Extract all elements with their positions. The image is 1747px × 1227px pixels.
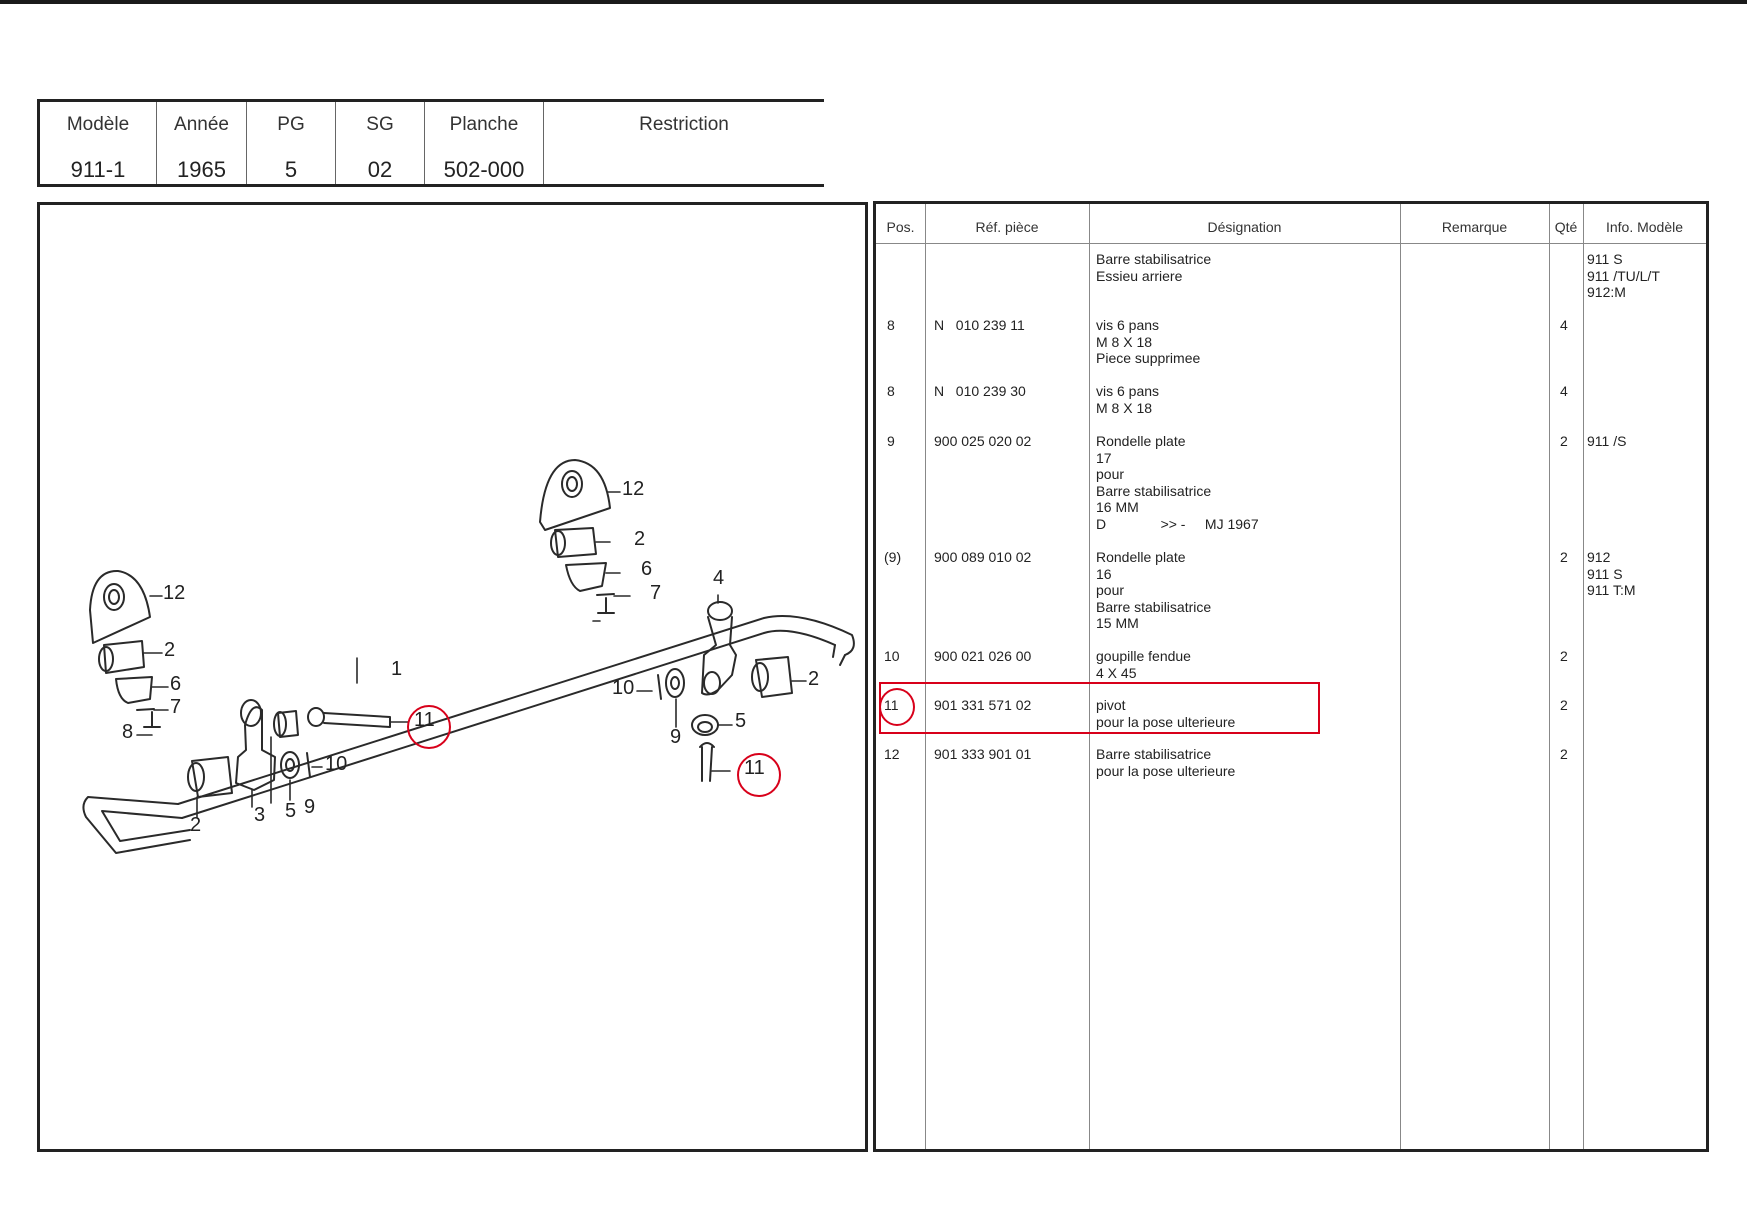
row-qte: 2 [1560, 697, 1568, 713]
bracket-12-left-hole [104, 584, 124, 610]
column-header-info: Info. Modèle [1605, 219, 1684, 235]
clamp-6-mid [566, 563, 606, 591]
header-value: 5 [284, 157, 298, 182]
column-divider [1549, 204, 1550, 1149]
row-info: 911 /S [1587, 433, 1627, 449]
pivot-11-right [700, 743, 714, 781]
row-designation: Barre stabilisatrice Essieu arriere [1096, 251, 1212, 284]
row-pos: 8 [887, 383, 895, 399]
callout-label: 4 [713, 567, 725, 589]
header-value: 911-1 [70, 157, 126, 182]
row-info: 912 911 S 911 T:M [1587, 549, 1636, 598]
row-ref: 900 025 020 02 [934, 433, 1032, 449]
row-qte: 2 [1560, 648, 1568, 664]
header-label: Restriction [639, 114, 729, 135]
row-qte: 4 [1560, 317, 1568, 333]
column-divider [1089, 204, 1090, 1149]
row-qte: 2 [1560, 549, 1568, 565]
column-header-remarque: Remarque [1441, 219, 1508, 235]
stabilizer-bar-left-bend-inner [102, 811, 190, 841]
bushing-5-lower [278, 711, 298, 737]
callout-label: 5 [285, 800, 297, 822]
header-label: Planche [449, 114, 519, 135]
bolt-8-mid [598, 598, 614, 613]
header-label: SG [366, 114, 394, 135]
column-header-qte: Qté [1554, 219, 1578, 235]
header-value: 02 [367, 157, 393, 182]
row-qte: 2 [1560, 433, 1568, 449]
row-ref: N 010 239 30 [934, 383, 1026, 399]
header-cell-modele [40, 102, 157, 184]
stabilizer-bar-left-bend-outer [83, 797, 190, 853]
header-value: 1965 [177, 157, 226, 182]
ball-joint-11-lower [308, 708, 324, 726]
stabilizer-bar-drawing [40, 205, 865, 1149]
row-pos: 9 [887, 433, 895, 449]
column-header-pos: Pos. [886, 219, 915, 235]
row-designation: Rondelle plate 17 pour Barre stabilisatrice 16 MM D >> - MJ 1967 [1096, 433, 1259, 532]
callout-label: 2 [808, 668, 820, 690]
washer-9-right [666, 669, 684, 697]
cotter-pin-10-lower [307, 753, 310, 777]
bracket-12-mid-hole [562, 471, 582, 497]
row-info: 911 S 911 /TU/L/T 912:M [1587, 251, 1660, 300]
header-value: 502-000 [443, 157, 525, 182]
header-cell-planche [425, 102, 544, 184]
callout-label: 10 [612, 677, 635, 699]
row-ref: 901 333 901 01 [934, 746, 1032, 762]
header-cell-sg [336, 102, 425, 184]
row-pos: (9) [884, 549, 902, 565]
header-label: Modèle [66, 114, 130, 135]
column-divider [1583, 204, 1584, 1149]
callout-label: 9 [304, 796, 316, 818]
row-ref: 900 089 010 02 [934, 549, 1032, 565]
row-designation: Rondelle plate 16 pour Barre stabilisatrice 15 MM [1096, 549, 1212, 631]
washer-7-left [137, 709, 154, 710]
callout-label: 6 [170, 673, 182, 695]
row-ref: N 010 239 11 [934, 317, 1025, 333]
header-divider [876, 243, 1706, 244]
cap-4-right [708, 602, 732, 620]
header-label: PG [277, 114, 305, 135]
column-header-ref: Réf. pièce [975, 219, 1039, 235]
callout-label: 2 [164, 639, 176, 661]
callout-label: 12 [622, 478, 645, 500]
exploded-diagram [37, 202, 868, 1152]
row-pos: 10 [884, 648, 900, 664]
stabilizer-bar-right-end [833, 645, 845, 665]
row-designation: vis 6 pans M 8 X 18 Piece supprimee [1096, 317, 1201, 366]
header-table [37, 99, 824, 187]
top-rule [0, 0, 1747, 4]
clamp-6-left [116, 677, 152, 703]
column-divider [1400, 204, 1401, 1149]
callout-label: 3 [254, 804, 266, 826]
callout-label: 12 [163, 582, 186, 604]
header-cell-pg [247, 102, 336, 184]
row-designation: vis 6 pans M 8 X 18 [1096, 383, 1160, 416]
callout-label: 2 [634, 528, 646, 550]
column-divider [925, 204, 926, 1149]
callout-label: 11 [414, 709, 435, 731]
callout-label: 5 [735, 710, 747, 732]
header-label: Année [174, 114, 229, 135]
row-qte: 4 [1560, 383, 1568, 399]
washer-9-lower [281, 752, 299, 778]
pivot-11-lower [324, 713, 390, 727]
callout-label: 11 [744, 757, 765, 779]
washer-7-mid [597, 594, 614, 595]
callout-label: 6 [641, 558, 653, 580]
row-ref: 901 331 571 02 [934, 697, 1032, 713]
callout-label: 1 [391, 658, 403, 680]
header-cell-restriction [544, 102, 824, 184]
callout-label: 7 [650, 582, 662, 604]
column-header-designation: Désignation [1207, 219, 1282, 235]
header-cell-annee [157, 102, 247, 184]
callout-label: 9 [670, 726, 682, 748]
callout-label: 8 [122, 721, 134, 743]
row-pos: 11 [884, 697, 899, 713]
callout-label: 7 [170, 696, 182, 718]
row-designation: goupille fendue 4 X 45 [1096, 648, 1191, 681]
row-designation: Barre stabilisatrice pour la pose ulterieure [1096, 746, 1236, 779]
parts-table [873, 201, 1709, 1152]
cotter-pin-10-right [658, 675, 661, 699]
row-ref: 900 021 026 00 [934, 648, 1032, 664]
row-designation: pivot pour la pose ulterieure [1096, 697, 1236, 730]
callout-label: 2 [190, 814, 202, 836]
row-pos: 8 [887, 317, 895, 333]
bolt-8-left [144, 712, 160, 727]
row-qte: 2 [1560, 746, 1568, 762]
callout-label: 10 [325, 753, 348, 775]
row-pos: 12 [884, 746, 900, 762]
